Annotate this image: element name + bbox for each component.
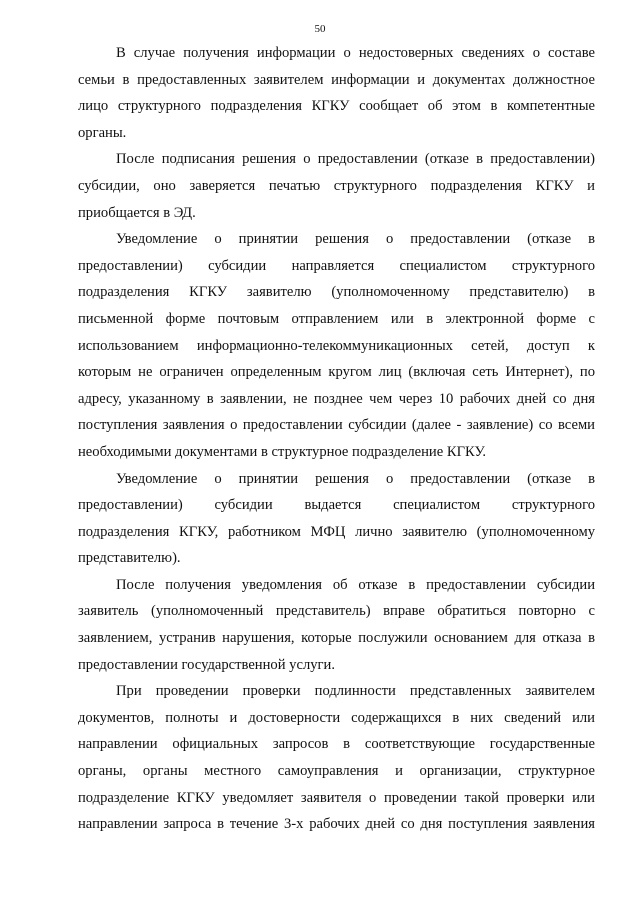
text-line: направлении официальных запросов в соответствующие государственные (78, 736, 595, 753)
text-line: необходимыми документами в структурное подразделение КГКУ. (78, 443, 487, 460)
text-line: использованием информационно-телекоммуникационных сетей, доступ к (78, 337, 595, 354)
paragraph (78, 466, 595, 572)
text-line: После получения уведомления об отказе в предоставлении субсидии (116, 576, 595, 593)
text-line: приобщается в ЭД. (78, 204, 196, 221)
text-line: Уведомление о принятии решения о предоставлении (отказе в (116, 231, 595, 248)
text-line: подразделения КГКУ, работником МФЦ лично заявителю (уполномоченному (78, 523, 595, 540)
text-line: предоставлении) субсидии направляется специалистом структурного (78, 257, 595, 274)
text-line: Уведомление о принятии решения о предоставлении (отказе в (116, 470, 595, 487)
text-line: поступления заявления о предоставлении субсидии (далее - заявление) со всеми (78, 417, 595, 434)
text-line: направлении запроса в течение 3-х рабочих дней со дня поступления заявления (78, 816, 595, 833)
page-number: 50 (314, 23, 326, 35)
paragraph (78, 226, 595, 465)
text-line: представителю). (78, 550, 181, 567)
paragraph (78, 678, 595, 838)
paragraph (78, 146, 595, 226)
text-line: документов, полноты и достоверности содержащихся в них сведений или (78, 709, 595, 726)
text-line: которым не ограничен определенным кругом лиц (включая сеть Интернет), по (78, 364, 595, 381)
text-line: подразделения КГКУ заявителю (уполномоченному представителю) в (78, 284, 595, 301)
text-line: В случае получения информации о недостоверных сведениях о составе (116, 45, 595, 61)
text-line: При проведении проверки подлинности представленных заявителем (116, 683, 595, 700)
paragraph (78, 40, 595, 146)
text-line: лицо структурного подразделения КГКУ сообщает об этом в компетентные (78, 98, 595, 115)
text-line: После подписания решения о предоставлении (отказе в предоставлении) (116, 151, 595, 168)
text-line: заявлением, устранив нарушения, которые послужили основанием для отказа в (78, 630, 595, 647)
text-line: адресу, указанному в заявлении, не позднее чем через 10 рабочих дней со дня (78, 390, 595, 407)
text-line: заявитель (уполномоченный представитель) вправе обратиться повторно с (78, 603, 595, 620)
document-body (78, 40, 595, 838)
paragraph (78, 572, 595, 678)
text-line: подразделение КГКУ уведомляет заявителя о проведении такой проверки или (78, 789, 595, 806)
text-line: органы. (78, 124, 127, 141)
text-line: органы, органы местного самоуправления и организации, структурное (78, 763, 595, 780)
text-line: предоставлении государственной услуги. (78, 656, 335, 673)
text-line: письменной форме почтовым отправлением или в электронной форме с (78, 310, 595, 327)
text-line: семьи в предоставленных заявителем информации и документах должностное (78, 71, 595, 88)
text-line: субсидии, оно заверяется печатью структурного подразделения КГКУ и (78, 177, 595, 194)
text-line: предоставлении) субсидии выдается специалистом структурного (78, 497, 595, 514)
